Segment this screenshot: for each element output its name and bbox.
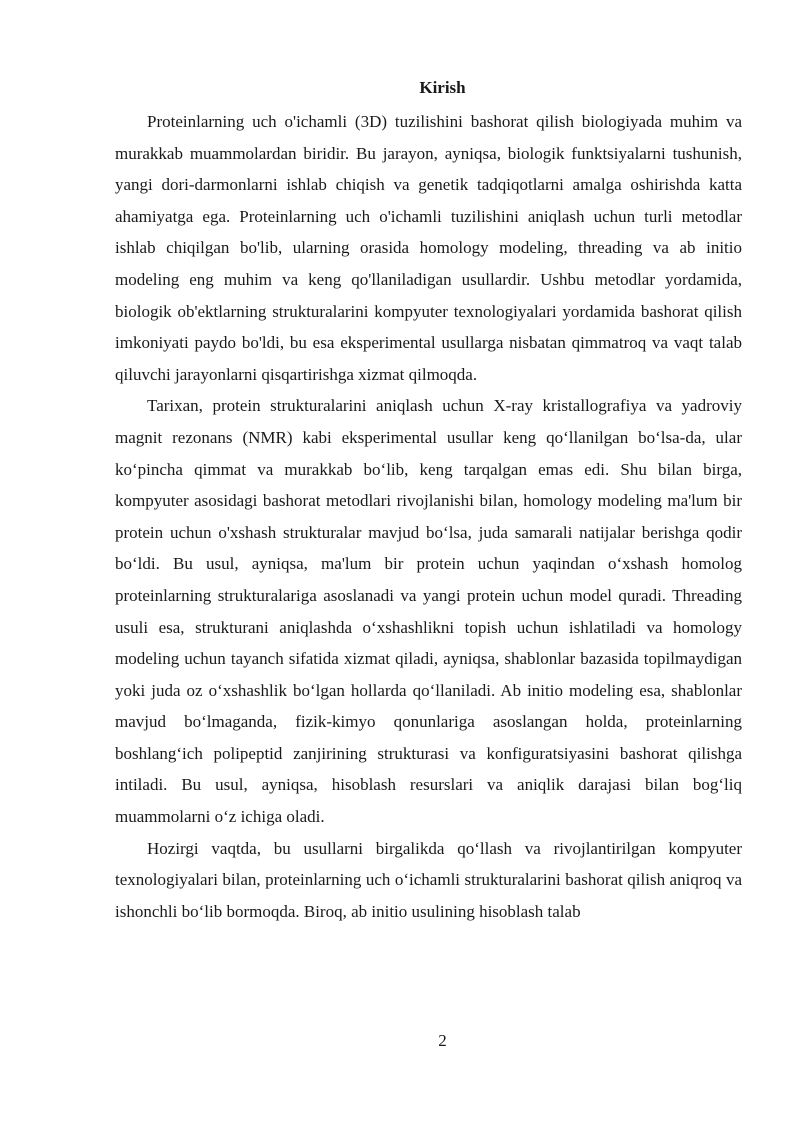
paragraph-1: Proteinlarning uch o'ichamli (3D) tuzilishini bashorat qilish biologiyada muhim va murakkab muammolardan biridir. Bu jarayon, ayniqsa, biologik funktsiyalarni tushunish, yangi dori-darmonlarni ishlab chiqish va genetik tadqiqotlarni amalga oshirishda katta ahamiyatga ega. Proteinlarning uch o'ichamli tuzilishini aniqlash uchun turli metodlar ishlab chiqilgan bo'lib, ularning orasida homology modeling, threading va ab initio modeling eng muhim va keng qo'llaniladigan usullardir. Ushbu metodlar yordamida, biologik ob'ektlarning strukturalarini kompyuter texnologiyalari yordamida bashorat qilish imkoniyati paydo bo'ldi, bu esa eksperimental usullarga nisbatan qimmatroq va vaqt talab qiluvchi jarayonlarni qisqartirishga xizmat qilmoqda. [115,112,742,384]
page-number: 2 [438,1031,447,1050]
body-text [115,106,742,927]
section-title: Kirish [419,78,466,97]
paragraph-3: Hozirgi vaqtda, bu usullarni birgalikda qo‘llash va rivojlantirilgan kompyuter texnologiyalari bilan, proteinlarning uch o‘ichamli strukturalarini bashorat qilish aniqroq va ishonchli bo‘lib bormoqda. Biroq, ab initio usulining hisoblash talab [115,838,742,921]
paragraph-2: Tarixan, protein strukturalarini aniqlash uchun X-ray kristallografiya va yadroviy magnit rezonans (NMR) kabi eksperimental usullar keng qo‘llanilgan bo‘lsa-da, ular ko‘pincha qimmat va murakkab bo‘lib, keng tarqalgan emas edi. Shu bilan birga, kompyuter asosidagi bashorat metodlari rivojlanishi bilan, homology modeling ma'lum bir protein uchun o'xshash strukturalar mavjud bo‘lsa, juda samarali natijalar berishga qodir bo‘ldi. Bu usul, ayniqsa, ma'lum bir protein uchun yaqindan o‘xshash homolog proteinlarning strukturalariga asoslanadi va yangi protein uchun model quradi. Threading usuli esa, strukturani aniqlashda o‘xshashlikni topish uchun ishlatiladi va homology modeling uchun tayanch sifatida xizmat qiladi, ayniqsa, shablonlar bazasida topilmaydigan yoki juda oz o‘xshashlik bo‘lgan hollarda qo‘llaniladi. Ab initio modeling esa, shablonlar mavjud bo‘lmaganda, fizik-kimyo qonunlariga asoslangan holda, proteinlarning boshlang‘ich polipeptid zanjirining strukturasi va konfiguratsiyasini bashorat qilishga intiladi. Bu usul, ayniqsa, hisoblash resurslari va aniqlik darajasi bilan bog‘liq muammolarni o‘z ichiga oladi. [115,396,742,827]
